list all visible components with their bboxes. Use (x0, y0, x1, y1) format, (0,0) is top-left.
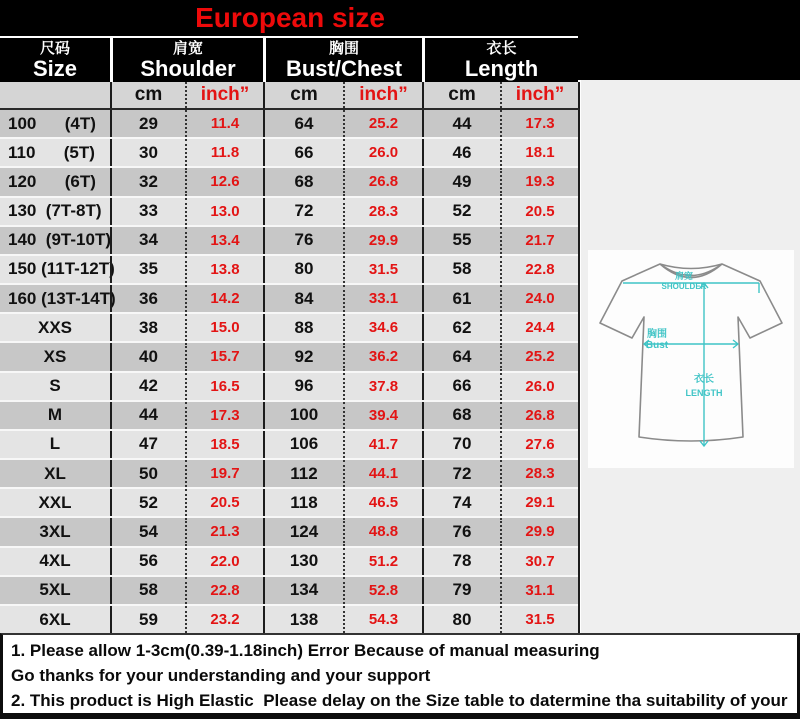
column-header-shoulder (110, 38, 263, 82)
bust-inch-cell: 26.8 (343, 168, 422, 195)
tshirt-measurement-illustration (588, 250, 794, 468)
size-cell: 4XL (39, 551, 71, 571)
bust-cm-cell: 66 (263, 139, 343, 166)
table-row (0, 168, 578, 197)
table-row (0, 227, 578, 256)
size-cell: 100 (4T) (8, 113, 96, 133)
shoulder-cm-cell: 38 (110, 314, 185, 341)
bust-cm-cell: 118 (263, 489, 343, 516)
bust-inch-cell: 29.9 (343, 227, 422, 254)
length-cm-cell: 68 (422, 402, 500, 429)
length-inch-cell: 24.4 (500, 314, 578, 341)
bust-cm-cell: 72 (263, 198, 343, 225)
bust-label-en: Bust (645, 340, 669, 351)
table-row (0, 198, 578, 227)
length-inch-cell: 22.8 (500, 256, 578, 283)
length-inch-cell: 17.3 (500, 110, 578, 137)
column-header-bust-zh: 胸围 (328, 39, 359, 57)
length-cm-cell: 72 (422, 460, 500, 487)
size-cell: XXS (37, 317, 73, 337)
column-header-length (422, 38, 578, 82)
bust-inch-cell: 41.7 (343, 431, 422, 458)
column-header-length-en: Length (464, 55, 539, 81)
bust-inch-cell: 54.3 (343, 606, 422, 633)
bust-inch-cell: 46.5 (343, 489, 422, 516)
bust-inch-cell: 37.8 (343, 373, 422, 400)
shoulder-cm-cell: 59 (110, 606, 185, 633)
bust-inch-cell: 48.8 (343, 518, 422, 545)
length-inch-cell: 20.5 (500, 198, 578, 225)
length-cm-cell: 58 (422, 256, 500, 283)
size-cell: 150 (11T-12T) (8, 259, 115, 279)
bust-cm-cell: 124 (263, 518, 343, 545)
shoulder-inch-cell: 15.0 (185, 314, 263, 341)
shoulder-inch-cell: 22.8 (185, 577, 263, 604)
column-header-bust (263, 38, 422, 82)
unit-header-shoulder-cm: cm (110, 82, 185, 108)
shoulder-cm-cell: 34 (110, 227, 185, 254)
length-label-en: LENGTH (685, 388, 723, 398)
shoulder-label-zh: 肩宽 (674, 271, 694, 281)
bust-inch-cell: 31.5 (343, 256, 422, 283)
unit-header-length-cm: cm (422, 82, 500, 108)
length-inch-cell: 30.7 (500, 548, 578, 575)
length-cm-cell: 62 (422, 314, 500, 341)
length-inch-cell: 26.8 (500, 402, 578, 429)
bust-inch-cell: 34.6 (343, 314, 422, 341)
length-cm-cell: 66 (422, 373, 500, 400)
size-cell: XS (43, 346, 67, 366)
shoulder-label-en: SHOULDER (661, 282, 707, 291)
length-cm-cell: 74 (422, 489, 500, 516)
shoulder-cm-cell: 32 (110, 168, 185, 195)
length-inch-cell: 25.2 (500, 343, 578, 370)
length-inch-cell: 27.6 (500, 431, 578, 458)
unit-header-bust-inch: inch” (343, 82, 422, 108)
size-cell: 140 (9T-10T) (8, 230, 111, 250)
table-row (0, 606, 578, 633)
table-row (0, 460, 578, 489)
unit-header-bust-cm: cm (263, 82, 343, 108)
table-row (0, 285, 578, 314)
column-header-size-zh: 尺码 (39, 39, 70, 57)
column-header-length-zh: 衣长 (486, 39, 517, 57)
bust-cm-cell: 130 (263, 548, 343, 575)
size-cell: 6XL (39, 609, 71, 629)
shoulder-cm-cell: 44 (110, 402, 185, 429)
length-cm-cell: 76 (422, 518, 500, 545)
bust-inch-cell: 33.1 (343, 285, 422, 312)
table-row (0, 139, 578, 168)
shoulder-cm-cell: 40 (110, 343, 185, 370)
length-cm-cell: 52 (422, 198, 500, 225)
length-cm-cell: 78 (422, 548, 500, 575)
shoulder-inch-cell: 17.3 (185, 402, 263, 429)
bust-inch-cell: 25.2 (343, 110, 422, 137)
note-thanks: Go thanks for your understanding and your support (11, 666, 431, 685)
size-cell: S (49, 376, 61, 396)
shoulder-cm-cell: 30 (110, 139, 185, 166)
bust-cm-cell: 76 (263, 227, 343, 254)
bust-cm-cell: 92 (263, 343, 343, 370)
table-row (0, 402, 578, 431)
length-inch-cell: 31.5 (500, 606, 578, 633)
column-header-size-en: Size (32, 55, 78, 81)
shoulder-inch-cell: 21.3 (185, 518, 263, 545)
length-cm-cell: 44 (422, 110, 500, 137)
shoulder-inch-cell: 11.4 (185, 110, 263, 137)
shoulder-cm-cell: 35 (110, 256, 185, 283)
size-cell: 130 (7T-8T) (8, 201, 102, 221)
shoulder-cm-cell: 52 (110, 489, 185, 516)
bust-cm-cell: 68 (263, 168, 343, 195)
shoulder-cm-cell: 36 (110, 285, 185, 312)
bust-cm-cell: 80 (263, 256, 343, 283)
page-title: European size (195, 2, 385, 33)
shoulder-inch-cell: 11.8 (185, 139, 263, 166)
table-row (0, 256, 578, 285)
unit-header-shoulder-inch: inch” (185, 82, 263, 108)
table-row (0, 548, 578, 577)
bust-inch-cell: 26.0 (343, 139, 422, 166)
length-cm-cell: 46 (422, 139, 500, 166)
shoulder-inch-cell: 19.7 (185, 460, 263, 487)
shoulder-inch-cell: 12.6 (185, 168, 263, 195)
table-row (0, 577, 578, 606)
shoulder-inch-cell: 13.0 (185, 198, 263, 225)
size-cell: 3XL (39, 521, 71, 541)
shoulder-inch-cell: 14.2 (185, 285, 263, 312)
bust-cm-cell: 106 (263, 431, 343, 458)
table-row (0, 314, 578, 343)
table-row (0, 110, 578, 139)
bust-cm-cell: 134 (263, 577, 343, 604)
size-cell: 160 (13T-14T) (8, 288, 116, 308)
size-cell: 110 (5T) (8, 142, 95, 162)
shoulder-cm-cell: 29 (110, 110, 185, 137)
length-inch-cell: 28.3 (500, 460, 578, 487)
length-label-zh: 衣长 (694, 374, 714, 385)
shoulder-cm-cell: 33 (110, 198, 185, 225)
size-cell: L (49, 434, 61, 454)
note-elastic: 2. This product is High Elastic Please delay on the Size table to datermine tha suitability of your (11, 691, 788, 710)
length-inch-cell: 31.1 (500, 577, 578, 604)
bust-inch-cell: 36.2 (343, 343, 422, 370)
bust-inch-cell: 28.3 (343, 198, 422, 225)
bust-cm-cell: 138 (263, 606, 343, 633)
length-cm-cell: 79 (422, 577, 500, 604)
length-inch-cell: 18.1 (500, 139, 578, 166)
length-cm-cell: 80 (422, 606, 500, 633)
note-measuring-error: 1. Please allow 1-3cm(0.39-1.18inch) Error Because of manual measuring (11, 641, 600, 660)
length-cm-cell: 61 (422, 285, 500, 312)
shoulder-inch-cell: 15.7 (185, 343, 263, 370)
table-row (0, 373, 578, 402)
length-cm-cell: 70 (422, 431, 500, 458)
length-inch-cell: 29.9 (500, 518, 578, 545)
column-header-size (0, 38, 110, 82)
shoulder-inch-cell: 23.2 (185, 606, 263, 633)
column-header-shoulder-en: Shoulder (140, 55, 236, 81)
notes-panel (0, 633, 800, 719)
bust-cm-cell: 112 (263, 460, 343, 487)
size-cell: M (47, 405, 63, 425)
shoulder-cm-cell: 47 (110, 431, 185, 458)
table-row (0, 343, 578, 372)
shoulder-cm-cell: 50 (110, 460, 185, 487)
bust-label-zh: 胸围 (647, 329, 667, 340)
bust-inch-cell: 51.2 (343, 548, 422, 575)
length-cm-cell: 49 (422, 168, 500, 195)
shoulder-inch-cell: 18.5 (185, 431, 263, 458)
bust-cm-cell: 88 (263, 314, 343, 341)
shoulder-inch-cell: 16.5 (185, 373, 263, 400)
bust-inch-cell: 44.1 (343, 460, 422, 487)
diagram-panel (581, 80, 800, 633)
shoulder-cm-cell: 42 (110, 373, 185, 400)
unit-header-length-inch: inch” (500, 82, 578, 108)
shoulder-cm-cell: 58 (110, 577, 185, 604)
shoulder-cm-cell: 56 (110, 548, 185, 575)
size-cell: 120 (6T) (8, 171, 96, 191)
bust-inch-cell: 39.4 (343, 402, 422, 429)
table-row (0, 489, 578, 518)
length-cm-cell: 64 (422, 343, 500, 370)
shoulder-inch-cell: 13.4 (185, 227, 263, 254)
column-header-bust-en: Bust/Chest (285, 55, 403, 81)
length-inch-cell: 24.0 (500, 285, 578, 312)
size-table-body (0, 110, 580, 635)
length-inch-cell: 29.1 (500, 489, 578, 516)
length-inch-cell: 19.3 (500, 168, 578, 195)
length-inch-cell: 26.0 (500, 373, 578, 400)
bust-cm-cell: 100 (263, 402, 343, 429)
shoulder-inch-cell: 20.5 (185, 489, 263, 516)
table-row (0, 518, 578, 547)
size-cell: XXL (38, 492, 72, 512)
shoulder-inch-cell: 13.8 (185, 256, 263, 283)
column-header-shoulder-zh: 肩宽 (172, 39, 203, 57)
tshirt-diagram (588, 250, 794, 468)
unit-header-row (0, 82, 580, 110)
length-cm-cell: 55 (422, 227, 500, 254)
shoulder-cm-cell: 54 (110, 518, 185, 545)
table-row (0, 431, 578, 460)
table-header-row (0, 36, 578, 84)
size-cell: 5XL (39, 580, 71, 600)
bust-cm-cell: 84 (263, 285, 343, 312)
bust-cm-cell: 96 (263, 373, 343, 400)
bust-inch-cell: 52.8 (343, 577, 422, 604)
size-cell: XL (44, 463, 66, 483)
shoulder-inch-cell: 22.0 (185, 548, 263, 575)
length-inch-cell: 21.7 (500, 227, 578, 254)
unit-header-blank (0, 82, 110, 108)
bust-cm-cell: 64 (263, 110, 343, 137)
